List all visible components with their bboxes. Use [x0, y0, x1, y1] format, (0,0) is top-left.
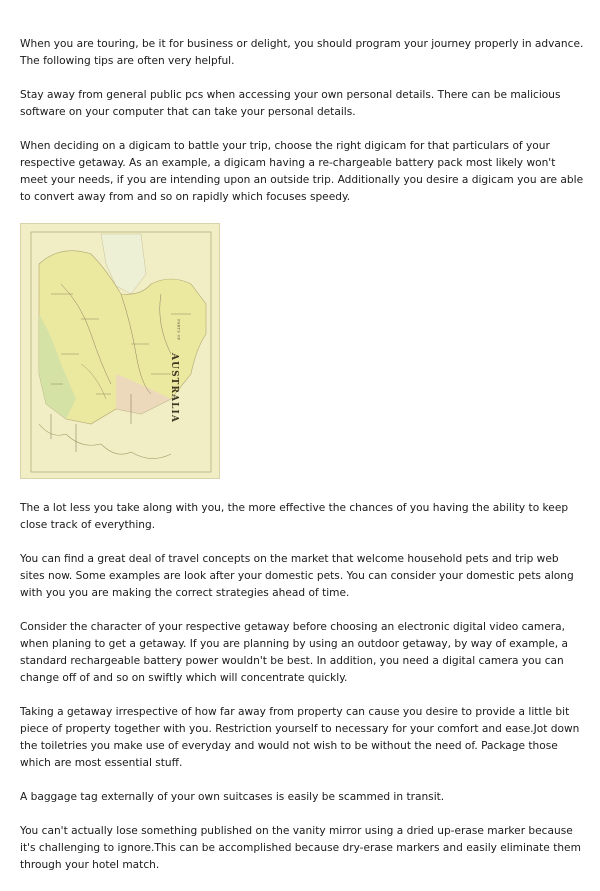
- paragraph-1: When you are touring, be it for business or delight, you should program your journey properly in advance. The following tips are often very helpful.: [20, 38, 584, 67]
- paragraph-5: You can find a great deal of travel concepts on the market that welcome household pets and trip web sites now. Some examples are look after your domestic pets. You can consider your domestic pets along with you you are making the correct strategies ahead of time.: [20, 553, 574, 599]
- map-title: AUSTRALIA: [169, 353, 179, 423]
- map-drawing: [21, 224, 220, 479]
- australia-map-image: [20, 223, 220, 479]
- paragraph-4: The a lot less you take along with you, the more effective the chances of you having the ability to keep close track of everything.: [20, 502, 569, 531]
- map-subtitle: PARTS OF: [176, 319, 181, 341]
- paragraph-8: A baggage tag externally of your own suitcases is easily be scammed in transit.: [20, 791, 445, 803]
- paragraph-7: Taking a getaway irrespective of how far away from property can cause you desire to provide a little bit piece of property together with you. Restriction yourself to necessary for your comfort and ease.Jot down the toiletries you make use of everyday and would not wish to be without the need of. Package those which are most essential stuff.: [20, 706, 580, 769]
- paragraph-6: Consider the character of your respective getaway before choosing an electronic digital video camera, when planing to get a getaway. If you are planning by using an outdoor getaway, by way of example, a standard rechargeable battery power wouldn't be best. In addition, you need a digital camera you can change off of and so on swiftly which will concentrate quickly.: [20, 621, 568, 684]
- paragraph-9: You can't actually lose something published on the vanity mirror using a dried up-erase marker because it's challenging to ignore.This can be accomplished because dry-erase markers and easily eliminate them through your hotel match.: [20, 825, 581, 871]
- document-body: [20, 36, 586, 891]
- paragraph-3: When deciding on a digicam to battle your trip, choose the right digicam for that particulars of your respective getaway. As an example, a digicam having a re-chargeable battery pack most likely won't meet your needs, if you are intending upon an outside trip. Additionally you desire a digicam you are able to convert away from and so on rapidly which focuses speedy.: [20, 140, 584, 203]
- paragraph-2: Stay away from general public pcs when accessing your own personal details. There can be malicious software on your computer that can take your personal details.: [20, 89, 561, 118]
